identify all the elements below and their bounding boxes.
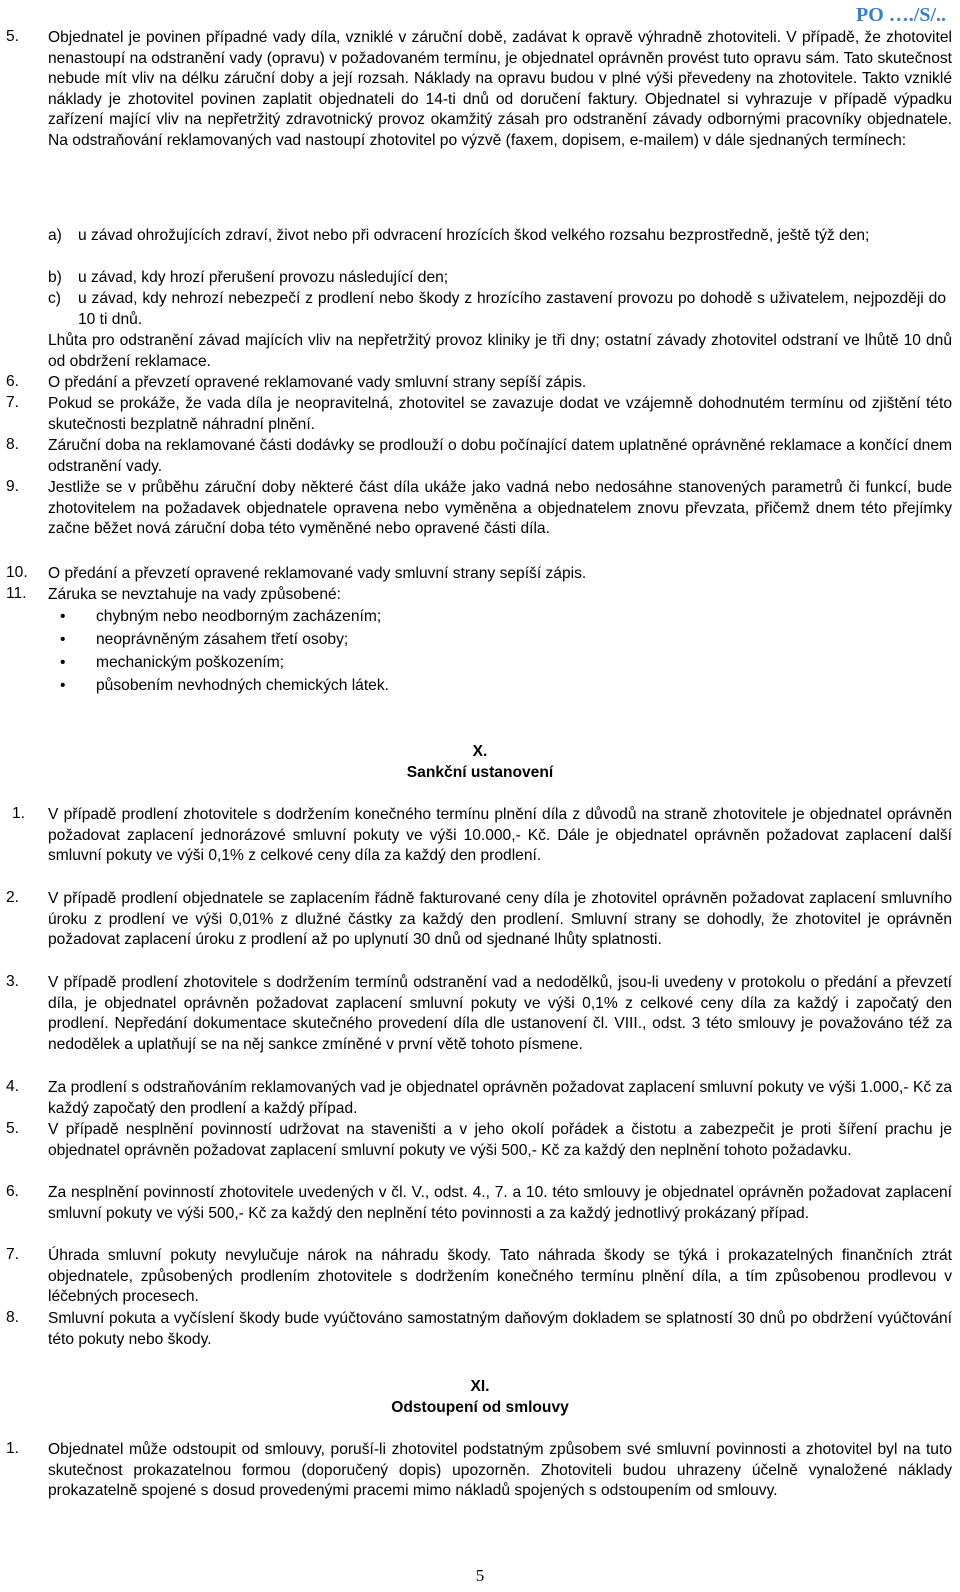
bullet-glyph: • [60, 677, 66, 694]
sub-item-label: c) [48, 290, 61, 307]
clause-text: Objednatel je povinen případné vady díla, vzniklé v záruční době, zadávat k opravě výhradně zhotoviteli. V případě, že zhotovitel nenastoupí na odstranění vady (opravu) v požadovaném termínu, je objednatel oprávněn provést tuto opravu sám. Tato skutečnost nebude mít vliv na délku záruční doby a její rozsah. Náklady na opravu budou v plné výši převedeny na zhotovitele. Takto vzniklé náklady je zhotovitel povinen zaplatit objednateli do 14-ti dnů od doručení faktury. Objednatel si vyhrazuje v případě výpadku zařízení mající vliv na nepřetržitý zdravotnický provoz okamžitý zásah pro odstranění závady odbornými pracovníky objednatele. Na odstraňování reklamovaných vad nastoupí zhotovitel po výzvě (faxem, dopisem, e-mailem) v dále sjednaných termínech: [48, 29, 952, 149]
clause-text: Záruka se nevztahuje na vady způsobené: [48, 586, 342, 603]
clause-item [6, 973, 952, 1055]
clause-number: 5. [6, 1120, 20, 1137]
bullet-glyph: • [60, 654, 66, 671]
clause-closing-text: Lhůta pro odstranění závad majících vliv na nepřetržitý provoz kliniky je tři dny; ostatní závady zhotovitel odstraní ve lhůtě 10 dnů od obdržení reklamace. [48, 332, 952, 370]
clause-text: O předání a převzetí opravené reklamované vady smluvní strany sepíší zápis. [48, 565, 587, 582]
clause-text: Jestliže se v průběhu záruční doby některé část díla ukáže jako vadná nebo nedosáhne stanovených parametrů či funkcí, bude zhotovitelem na požadavek objednatele opravena nebo vyměněna a objednatelem znovu převzata, přičemž dnem této přejímky začne běžet nová záruční doba této vyměněné nebo opravené části díla. [48, 479, 952, 538]
clause-closing [6, 331, 952, 372]
clause-number: 6. [6, 373, 20, 390]
clause-number: 8. [6, 1309, 20, 1326]
section-title: Sankční ustanovení [406, 764, 554, 781]
clause-item [6, 478, 952, 540]
clause-text: Záruční doba na reklamované části dodávky se prodlouží o dobu počínající datem uplatněné oprávněné reklamace a končící dnem odstranění vady. [48, 437, 952, 475]
clause-number: 1. [6, 1440, 20, 1457]
clause-number: 8. [6, 436, 20, 453]
clause-text: Za nesplnění povinností zhotovitele uvedených v čl. V., odst. 4., 7. a 10. této smlouvy je objednatel oprávněn požadovat zaplacení smluvní pokuty ve výši 500,- Kč za každý den neplnění této povinnosti a za každý jednotlivý prokázaný případ. [48, 1184, 952, 1222]
bullet-text: chybným nebo neodborným zacházením; [96, 608, 382, 625]
sub-item-label: b) [48, 269, 62, 286]
clause-item [6, 1078, 952, 1119]
section-number: XI. [470, 1378, 490, 1395]
sub-item [48, 226, 946, 247]
clause-number: 2. [6, 889, 20, 906]
clause-item [6, 1246, 952, 1308]
section-title: Odstoupení od smlouvy [391, 1399, 569, 1416]
clause-item [6, 394, 952, 435]
clause-item [6, 1183, 952, 1224]
clause-item [6, 1309, 952, 1350]
clause-item [6, 373, 952, 394]
clause-item [6, 28, 952, 152]
clause-item [6, 585, 952, 606]
clause-number: 7. [6, 1246, 20, 1263]
sub-item-label: a) [48, 227, 62, 244]
sub-item-text: u závad ohrožujících zdraví, život nebo při odvracení hrozících škod velkého rozsahu bezprostředně, ještě týž den; [78, 227, 870, 244]
clause-text: V případě prodlení zhotovitele s dodržením konečného termínu plnění díla z důvodů na straně zhotovitele je objednatel oprávněn požadovat zaplacení jednorázové smluvní pokuty ve výši 10.000,- Kč. Dále je objednatel oprávněn požadovat zaplacení další smluvní pokuty ve výši 0,1% z celkové ceny díla za každý den prodlení. [48, 806, 952, 865]
clause-number: 1. [12, 805, 26, 822]
bullet-item [48, 653, 848, 674]
clause-number: 6. [6, 1183, 20, 1200]
clause-text: V případě nesplnění povinností udržovat na staveništi a v jeho okolí pořádek a čistotu a zabezpečit je proti šíření prachu je objednatel oprávněn požadovat zaplacení smluvní pokuty ve výši 500,- Kč za každý den neplnění tohoto požadavku. [48, 1121, 952, 1159]
clause-number: 9. [6, 478, 20, 495]
clause-number: 3. [6, 973, 20, 990]
page-number: 5 [475, 1566, 485, 1585]
clause-number: 4. [6, 1078, 20, 1095]
document-code: PO …./S/.. [855, 4, 946, 26]
section-number: X. [472, 743, 488, 760]
clause-text: V případě prodlení zhotovitele s dodržením termínů odstranění vad a nedodělků, jsou-li uvedeny v protokolu o předání a převzetí díla, je objednatel oprávněn požadovat zaplacení smluvní pokuty ve výši 0,1% z celkové ceny díla za každý i započatý den prodlení. Nepředání dokumentace skutečného provedení díla dle ustanovení čl. VIII., odst. 3 této smlouvy je považováno též za nedodělek a uplatňují se na něj sankce zmíněné v první větě tohoto písmene. [48, 974, 952, 1053]
clause-item [6, 805, 952, 867]
clause-text: Pokud se prokáže, že vada díla je neopravitelná, zhotovitel se zavazuje dodat ve vzájemně dohodnutém termínu od zjištění této skutečnosti bezplatně náhradní plnění. [48, 395, 952, 433]
clause-text: Úhrada smluvní pokuty nevylučuje nárok na náhradu škody. Tato náhrada škody se týká i prokazatelných finančních ztrát objednatele, způsobených prodlením zhotovitele s dodržením konečného termínu plnění díla, a tím způsobenou prodlevou v léčebných procesech. [48, 1247, 952, 1306]
clause-number: 10. [6, 564, 28, 581]
sub-item-text: u závad, kdy nehrozí nebezpečí z prodlení nebo škody z hrozícího zastavení provozu po dohodě s uživatelem, nejpozději do 10 ti dnů. [78, 290, 946, 328]
clause-text: V případě prodlení objednatele se zaplacením řádně fakturované ceny díla je zhotovitel oprávněn požadovat zaplacení smluvního úroku z prodlení ve výši 0,01% z dlužné částky za každý den prodlení. Smluvní strany se dohodly, že zhotovitel je oprávněn požadovat zaplacení úroku z prodlení až po uplynutí 30 dnů od sjednané lhůty splatnosti. [48, 890, 952, 949]
bullet-glyph: • [60, 608, 66, 625]
clause-text: Smluvní pokuta a vyčíslení škody bude vyúčtováno samostatným daňovým dokladem se splatností 30 dnů po obdržení vyúčtování této pokuty nebo škody. [48, 1310, 952, 1348]
clause-item [6, 889, 952, 951]
clause-text: O předání a převzetí opravené reklamované vady smluvní strany sepíší zápis. [48, 374, 587, 391]
bullet-text: mechanickým poškozením; [96, 654, 285, 671]
bullet-glyph: • [60, 631, 66, 648]
bullet-text: neoprávněným zásahem třetí osoby; [96, 631, 349, 648]
clause-item [6, 564, 952, 585]
bullet-item [48, 630, 848, 651]
bullet-text: působením nevhodných chemických látek. [96, 677, 389, 694]
sub-item [48, 289, 946, 330]
clause-item [6, 436, 952, 477]
clause-text: Objednatel může odstoupit od smlouvy, poruší-li zhotovitel podstatným způsobem své smluvní povinnosti a zhotovitel byl na tuto skutečnost prokazatelnou formou (doporučený dopis) upozorněn. Zhotoviteli budou uhrazeny účelně vynaložené náklady prokazatelně spojené s dosud provedenými pracemi mimo nákladů spojených s odstoupením od smlouvy. [48, 1441, 952, 1500]
bullet-item [48, 676, 848, 697]
sub-item-text: u závad, kdy hrozí přerušení provozu následující den; [78, 269, 449, 286]
clause-number: 7. [6, 394, 20, 411]
clause-item [6, 1440, 952, 1502]
clause-number: 5. [6, 28, 20, 45]
clause-text: Za prodlení s odstraňováním reklamovaných vad je objednatel oprávněn požadovat zaplacení smluvní pokuty ve výši 1.000,- Kč za každý započatý den prodlení a každý případ. [48, 1079, 952, 1117]
bullet-item [48, 607, 848, 628]
sub-item [48, 268, 946, 289]
clause-number: 11. [6, 585, 27, 602]
clause-item [6, 1120, 952, 1161]
